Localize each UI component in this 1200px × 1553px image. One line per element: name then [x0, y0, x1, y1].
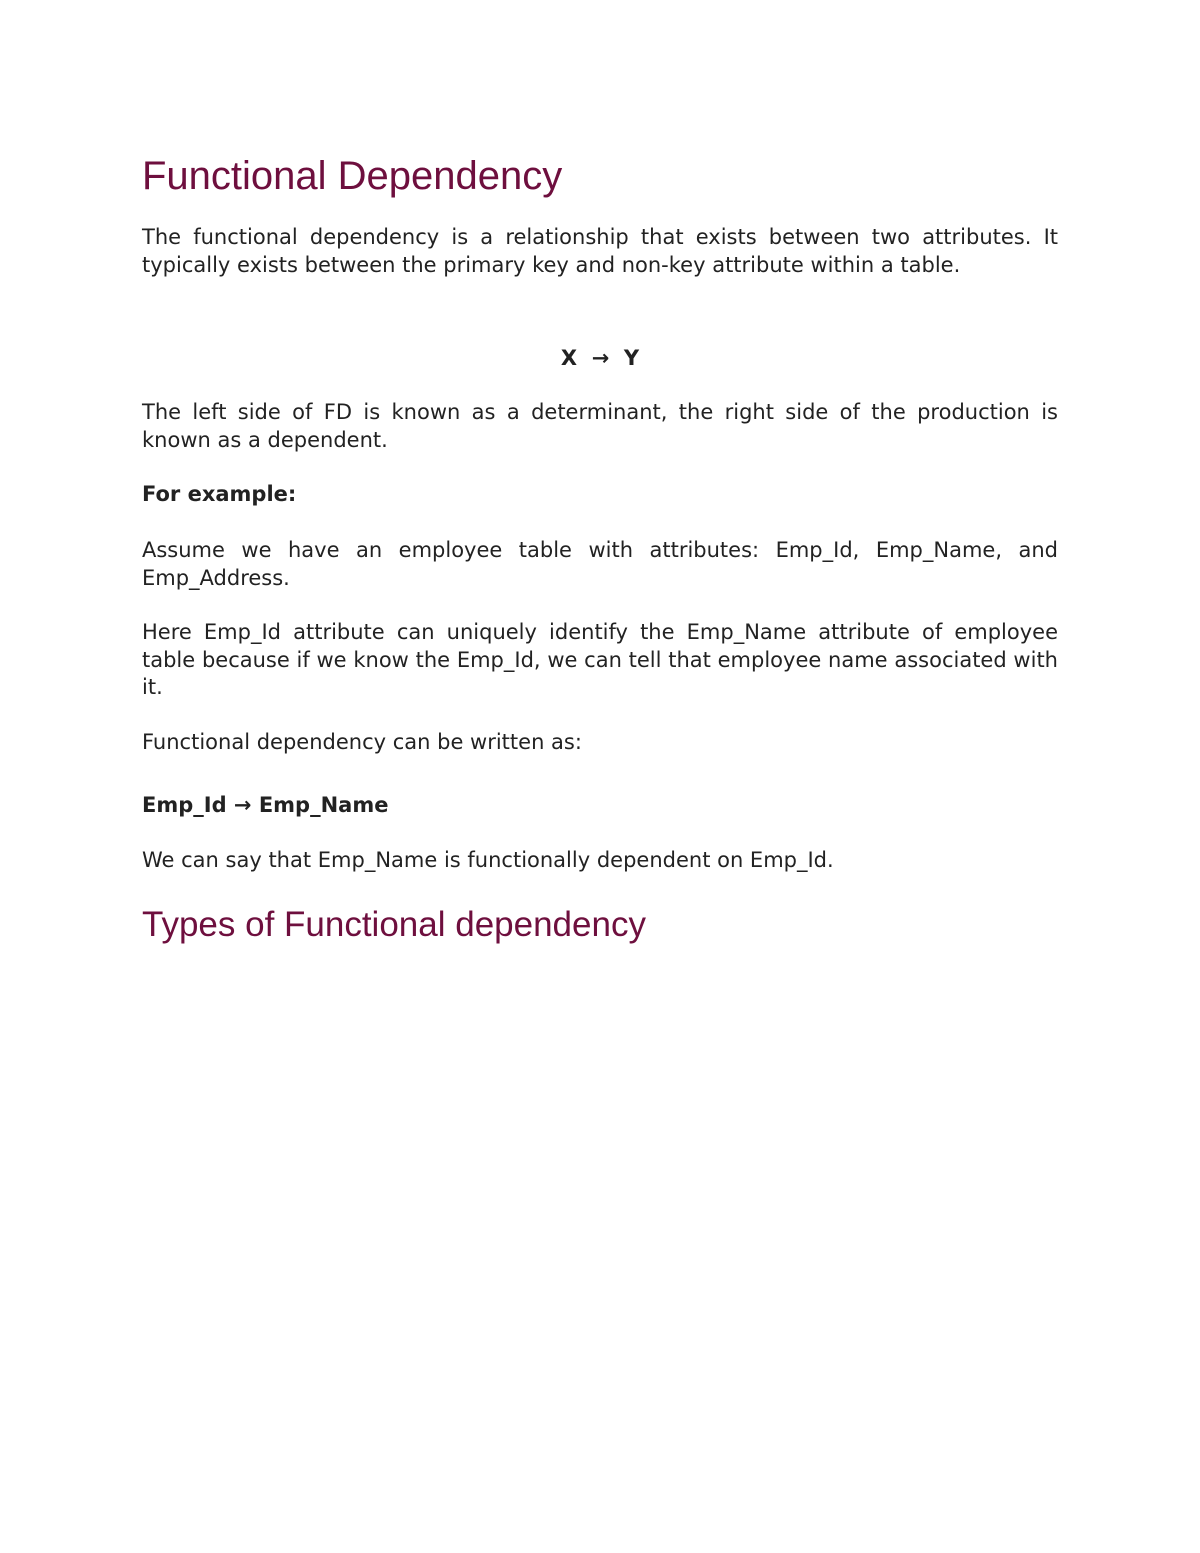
fd-formula: X → Y: [560, 346, 640, 370]
example-label: For example:: [142, 482, 297, 506]
determinant-paragraph: The left side of FD is known as a determinant, the right side of the production is known as a dependent.: [142, 400, 1058, 452]
written-as-paragraph: Functional dependency can be written as:: [142, 730, 582, 754]
fd-example: Emp_Id → Emp_Name: [142, 793, 389, 817]
page-title: Functional Dependency: [142, 154, 563, 198]
intro-paragraph: The functional dependency is a relationship that exists between two attributes. It typically exists between the primary key and non-key attribute within a table.: [142, 225, 1058, 277]
section-title: Types of Functional dependency: [142, 905, 646, 944]
conclusion-paragraph: We can say that Emp_Name is functionally dependent on Emp_Id.: [142, 848, 834, 872]
explanation-paragraph: Here Emp_Id attribute can uniquely identify the Emp_Name attribute of employee table because if we know the Emp_Id, we can tell that employee name associated with it.: [142, 620, 1058, 699]
assume-paragraph: Assume we have an employee table with attributes: Emp_Id, Emp_Name, and Emp_Address.: [142, 538, 1058, 590]
